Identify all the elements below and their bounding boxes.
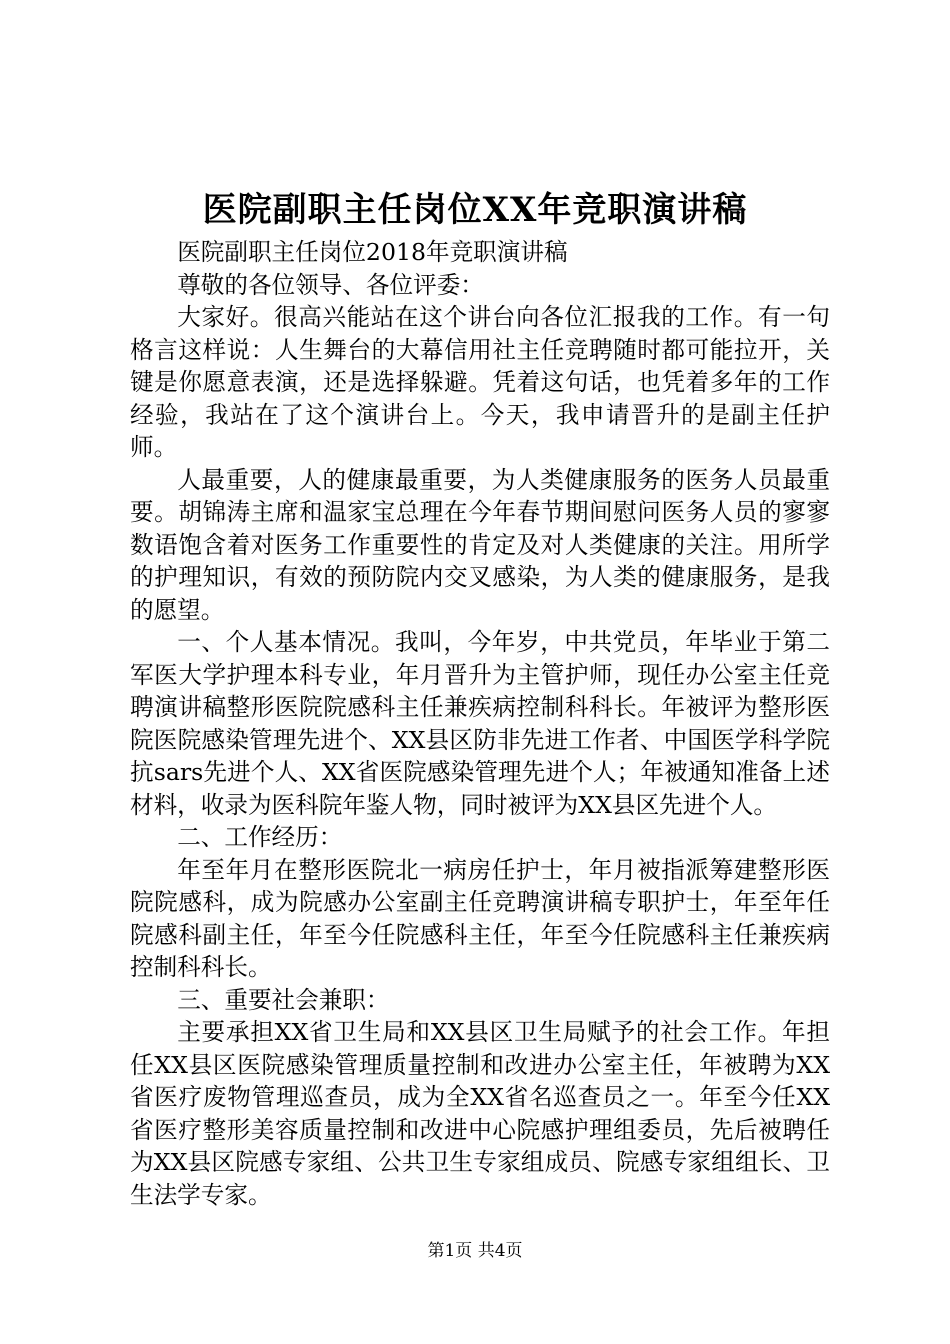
paragraph-work-experience: 年至年月在整形医院北一病房任护士，年月被指派筹建整形医院院感科，成为院感办公室副主任竞聘演讲稿专职护士，年至年任院感科副主任，年至今任院感科主任，年至今任院感科主任兼疾病控制科科长。 (130, 855, 830, 981)
paragraph-subtitle: 医院副职主任岗位2018年竞职演讲稿 (177, 238, 568, 266)
paragraph-greeting: 大家好。很高兴能站在这个讲台向各位汇报我的工作。有一句格言这样说：人生舞台的大幕信用社主任竞聘随时都可能拉开，关键是你愿意表演，还是选择躲避。凭着这句话，也凭着多年的工作经验，我站在了这个演讲台上。今天，我申请晋升的是副主任护师。 (130, 303, 830, 461)
paragraph-social-roles: 主要承担XX省卫生局和XX县区卫生局赋予的社会工作。年担任XX县区医院感染管理质量控制和改进办公室主任，年被聘为XX省医疗废物管理巡查员，成为全XX省名巡查员之一。年至今任XX省医疗整形美容质量控制和改进中心院感护理组委员，先后被聘任为XX县区院感专家组、公共卫生专家组成员、院感专家组组长、卫生法学专家。 (130, 1018, 830, 1209)
document-body (130, 236, 830, 1211)
section-heading-social-roles: 三、重要社会兼职： (177, 985, 390, 1014)
page-number: 第1页 共4页 (427, 1241, 523, 1261)
paragraph-basic-info: 一、个人基本情况。我叫，今年岁，中共党员，年毕业于第二军医大学护理本科专业，年月晋升为主管护师，现任办公室主任竞聘演讲稿整形医院院感科主任兼疾病控制科科长。年被评为整形医院医院感染管理先进个、XX县区防非先进工作者、中国医学科学院抗sars先进个人、XX省医院感染管理先进个人；年被通知准备上述材料，收录为医科院年鉴人物，同时被评为XX县区先进个人。 (130, 628, 830, 819)
paragraph-salutation: 尊敬的各位领导、各位评委： (177, 270, 484, 299)
paragraph-health-importance: 人最重要，人的健康最重要，为人类健康服务的医务人员最重要。胡锦涛主席和温家宝总理在今年春节期间慰问医务人员的寥寥数语饱含着对医务工作重要性的肯定及对人类健康的关注。用所学的护理知识，有效的预防院内交叉感染，为人类的健康服务，是我的愿望。 (130, 465, 830, 624)
section-heading-work-experience: 二、工作经历： (177, 823, 343, 851)
document-title: 医院副职主任岗位XX年竞职演讲稿 (202, 190, 748, 230)
